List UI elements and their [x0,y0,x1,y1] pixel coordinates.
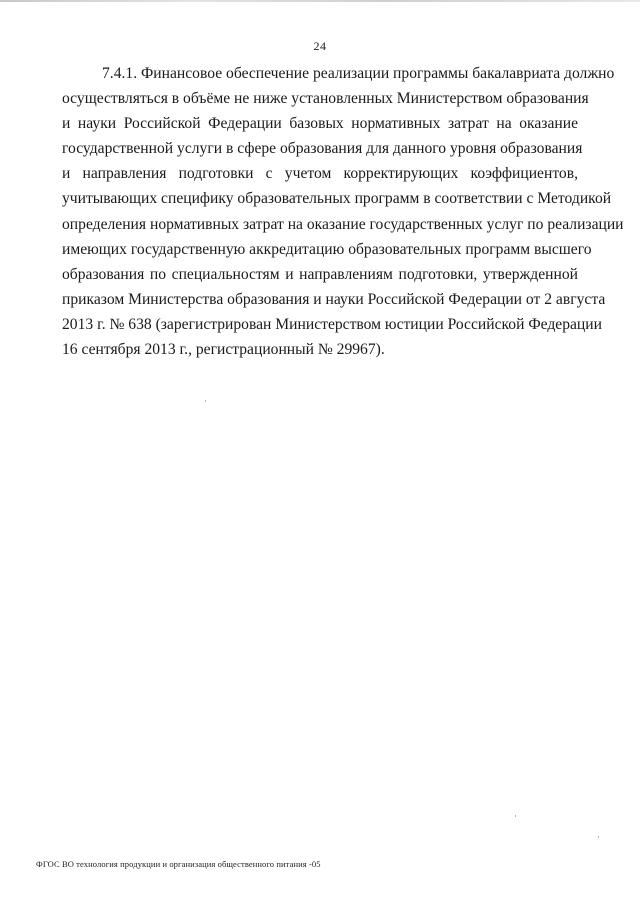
paragraph-line: и направления подготовки с учетом корректирующих коэффициентов, [62,165,578,183]
paragraph-7-4-1 [62,61,624,362]
paragraph-line: определения нормативных затрат на оказание государственных услуг по реализации [62,215,624,233]
scan-speck [515,815,516,817]
paragraph-line: государственной услуги в сфере образования для данного уровня образования [62,140,583,158]
paragraph-line: образования по специальностям и направлениям подготовки, утвержденной [62,265,578,283]
paragraph-line: 16 сентября 2013 г., регистрационный № 29967). [62,341,385,359]
paragraph-line: и науки Российской Федерации базовых нормативных затрат на оказание [62,115,578,133]
scan-speck [205,400,206,402]
scan-speck [598,836,599,838]
paragraph-line: учитывающих специфику образовательных программ в соответствии с Методикой [62,190,612,208]
paragraph-line: 2013 г. № 638 (зарегистрирован Министерством юстиции Российской Федерации [62,315,602,333]
page-number: 24 [313,39,327,53]
paragraph-line: имеющих государственную аккредитацию образовательных программ высшего [62,240,592,258]
paragraph-line: 7.4.1. Финансовое обеспечение реализации программы бакалавриата должно [102,65,615,82]
paragraph-line: приказом Министерства образования и науки Российской Федерации от 2 августа [62,290,606,308]
page-footer: ФГОС ВО технология продукции и организация общественного питания -05 [36,859,321,869]
scan-top-edge [0,0,640,2]
paragraph-line: осуществляться в объёме не ниже установленных Министерством образования [62,90,589,108]
